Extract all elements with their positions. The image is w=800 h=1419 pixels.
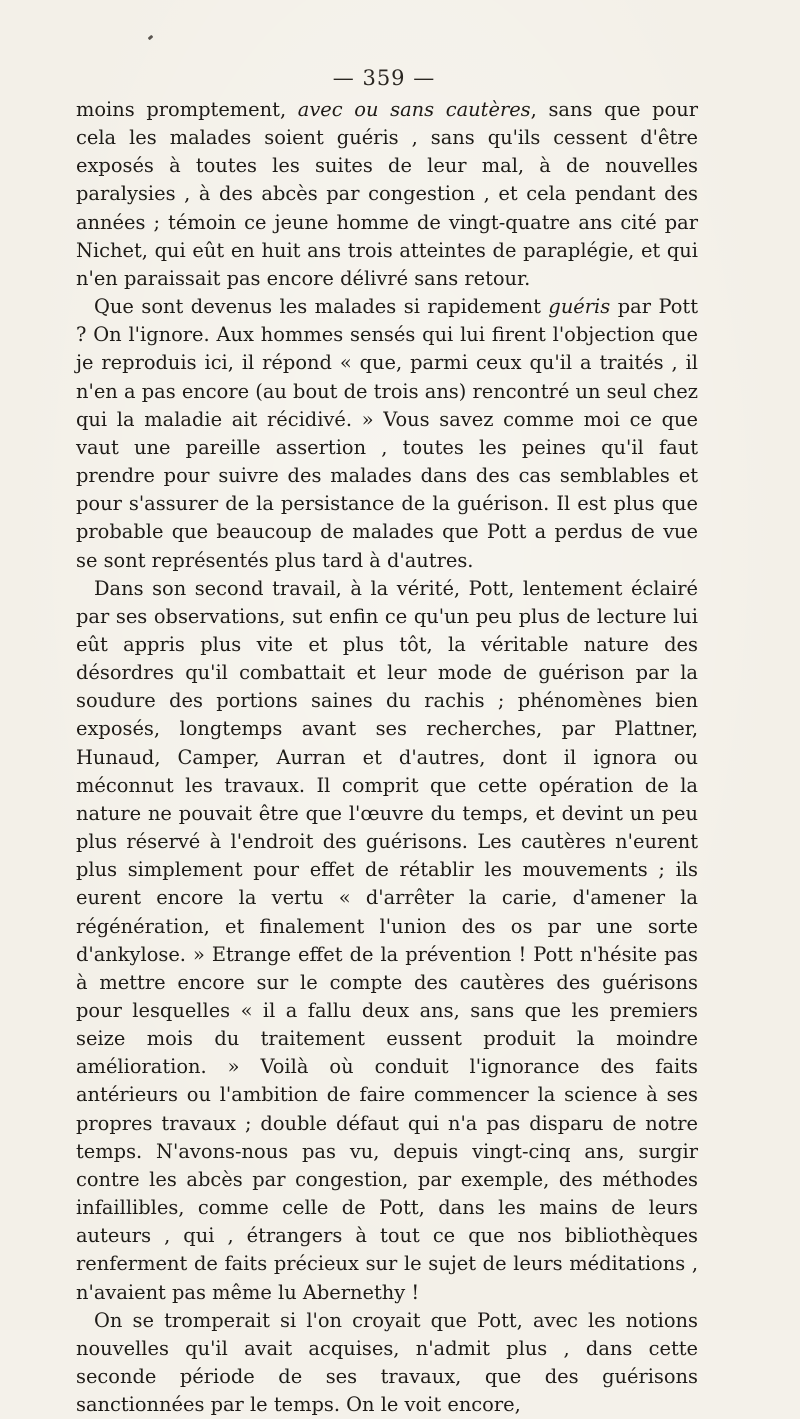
paragraph-text: Dans son second travail, à la vérité, Pott, lentement éclairé par ses observations, sut enfin ce qu'un peu plus de lecture lui eût appris plus vite et plus tôt, la véritable nature des désordres qu'il combattait et leur mode de guérison par la soudure des portions saines du rachis ; phénomènes bien exposés, longtemps avant ses recherches, par Plattner, Hunaud, Camper, Aurran et d'autres, dont il ignora ou méconnut les travaux. Il comprit que cette opération de la nature ne pouvait être que l'œuvre du temps, et devint un peu plus réservé à l'endroit des guérisons. Les cautères n'eurent plus simplement pour effet de rétablir les mouvements ; ils eurent encore la vertu « d'arrêter la carie, d'amener la régénération, et finalement l'union des os par une sorte d'ankylose. » Etrange effet de la prévention ! Pott n'hésite pas à mettre encore sur le compte des cautères des guérisons pour lesquelles « il a fallu deux ans, sans que les premiers seize mois du traitement eussent produit la moindre amélioration. » Voilà où conduit l'ignorance des faits antérieurs ou l'ambition de faire commencer la science à ses propres travaux ; double défaut qui n'a pas disparu de notre temps. N'avons-nous pas vu, depuis vingt-cinq ans, surgir contre les abcès par congestion, par exemple, des méthodes infaillibles, comme celle de Pott, dans les mains de leurs auteurs , qui , étrangers à tout ce que nos bibliothèques renferment de faits précieux sur le sujet de leurs méditations , n'avaient pas même lu Abernethy ! [76, 576, 698, 1304]
paragraph [76, 575, 698, 1307]
paragraph [76, 293, 698, 575]
page-number: — 359 — [332, 66, 436, 90]
body-text [76, 96, 698, 1419]
paragraph [76, 1307, 698, 1419]
italic-phrase: avec ou sans cautères [297, 98, 531, 121]
paragraph-text: Que sont devenus les malades si rapidement [94, 295, 549, 319]
italic-word: guéris [548, 295, 611, 319]
ink-speck [148, 35, 154, 41]
paragraph-text: par Pott ? On l'ignore. Aux hommes sensés qui lui firent l'objection que je reproduis ici, il répond « que, parmi ceux qu'il a traités , il n'en a pas encore (au bout de trois ans) rencontré un seul chez qui la maladie ait récidivé. » Vous savez comme moi ce que vaut une pareille assertion , toutes les peines qu'il faut prendre pour suivre des malades dans des cas semblables et pour s'assurer de la persistance de la guérison. Il est plus que probable que beaucoup de malades que Pott a perdus de vue se sont représentés plus tard à d'autres. [76, 295, 699, 572]
paragraph-text: On se tromperait si l'on croyait que Pott, avec les notions nouvelles qu'il avait acquises, n'admit plus , dans cette seconde période de ses travaux, que des guérisons sanctionnées par le temps. On le voit encore, [76, 1308, 698, 1417]
paragraph-text: moins promptement, [76, 98, 298, 121]
paragraph-text: , sans que pour cela les malades soient guéris , sans qu'ils cessent d'être exposés à toutes les suites de leur mal, à de nouvelles paralysies , à des abcès par congestion , et cela pendant des années ; témoin ce jeune homme de vingt-quatre ans cité par Nichet, qui eût en huit ans trois atteintes de paraplégie, et qui n'en paraissait pas encore délivré sans retour. [76, 98, 698, 290]
paragraph [76, 96, 698, 293]
